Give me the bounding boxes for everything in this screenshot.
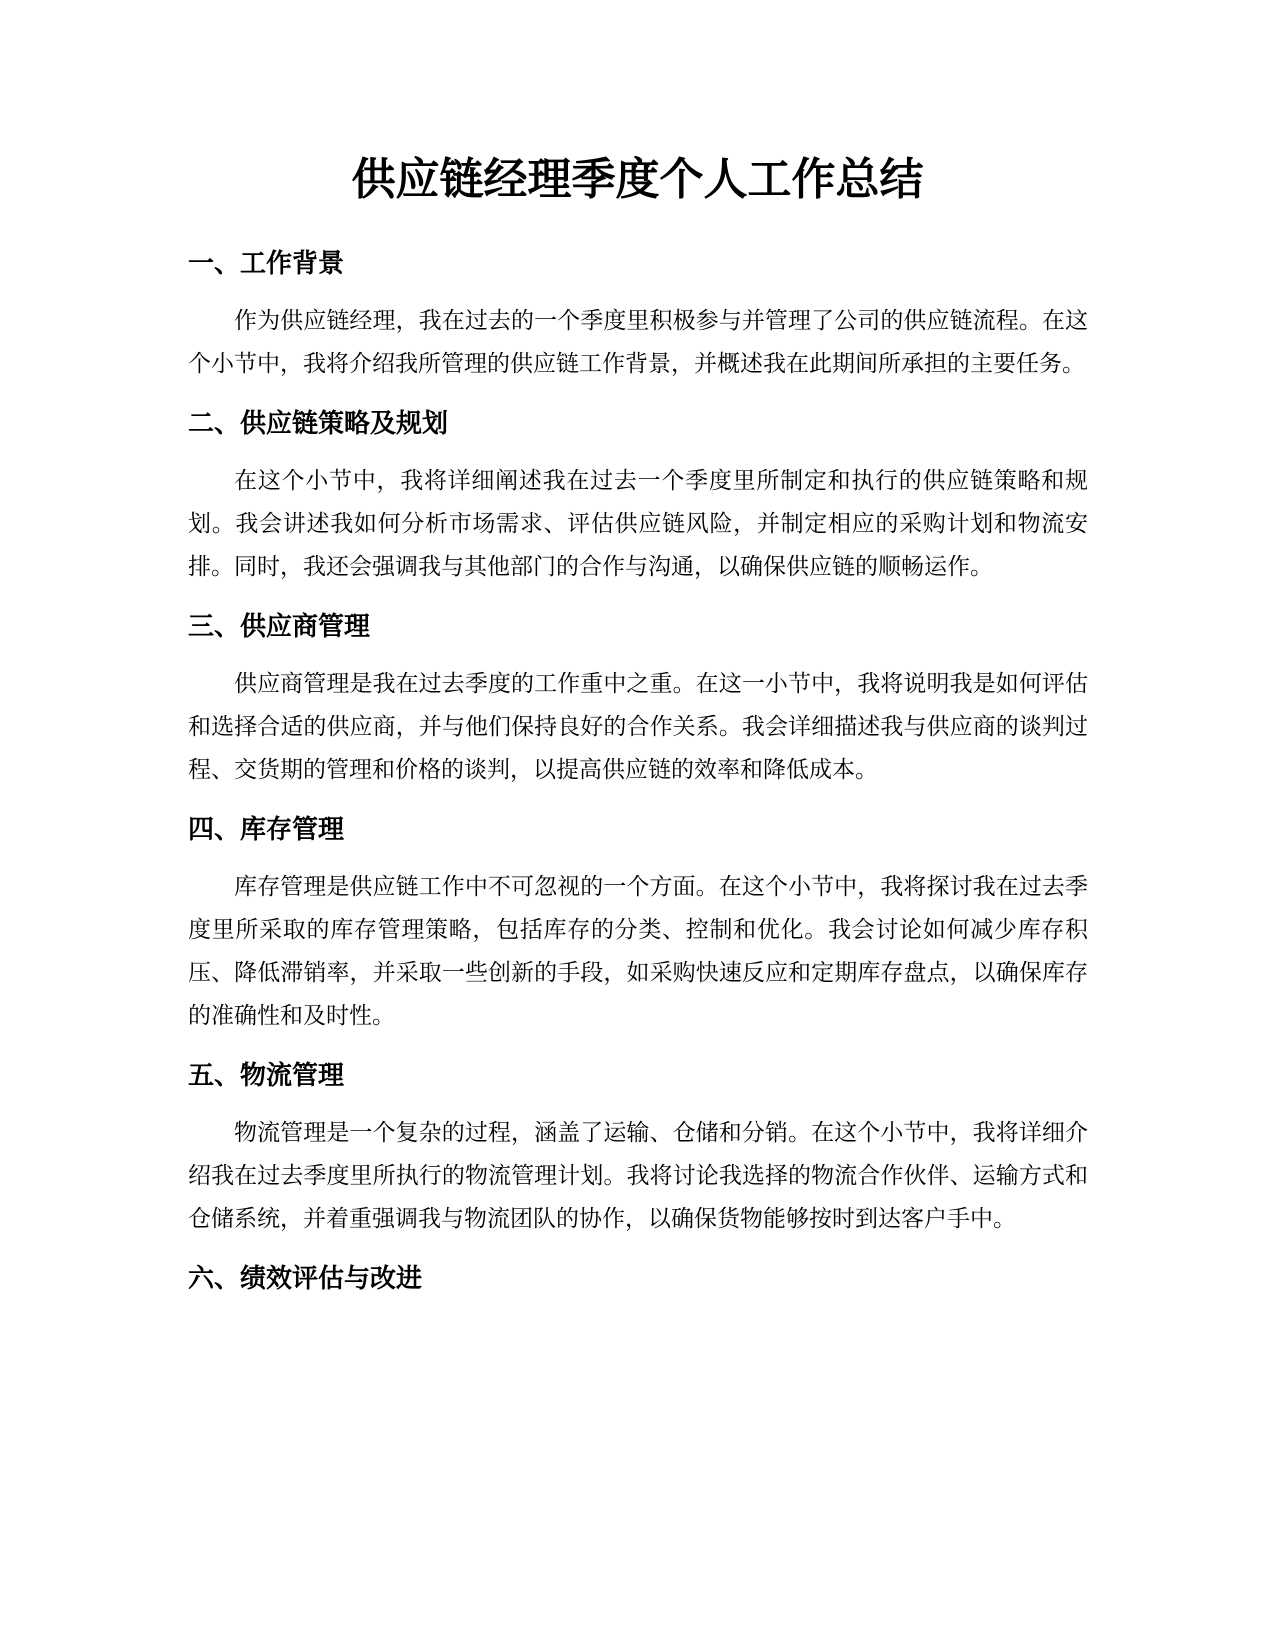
section-heading-1: 一、工作背景 xyxy=(188,249,345,279)
section-heading-2: 二、供应链策略及规划 xyxy=(188,409,449,439)
document-content xyxy=(188,246,1088,1315)
section-body-3: 供应商管理是我在过去季度的工作重中之重。在这一小节中，我将说明我是如何评估和选择合适的供应商，并与他们保持良好的合作关系。我会详细描述我与供应商的谈判过程、交货期的管理和价格的谈判，以提高供应链的效率和降低成本。 xyxy=(188,671,1088,783)
section-heading-5: 五、物流管理 xyxy=(188,1061,345,1091)
document-title: 供应链经理季度个人工作总结 xyxy=(351,154,924,205)
section-heading-3: 三、供应商管理 xyxy=(188,612,371,642)
section-body-2: 在这个小节中，我将详细阐述我在过去一个季度里所制定和执行的供应链策略和规划。我会讲述我如何分析市场需求、评估供应链风险，并制定相应的采购计划和物流安排。同时，我还会强调我与其他部门的合作与沟通，以确保供应链的顺畅运作。 xyxy=(188,468,1088,580)
section-heading-6: 六、绩效评估与改进 xyxy=(188,1264,423,1294)
section-body-1: 作为供应链经理，我在过去的一个季度里积极参与并管理了公司的供应链流程。在这个小节中，我将介绍我所管理的供应链工作背景，并概述我在此期间所承担的主要任务。 xyxy=(188,308,1088,377)
section-body-4: 库存管理是供应链工作中不可忽视的一个方面。在这个小节中，我将探讨我在过去季度里所采取的库存管理策略，包括库存的分类、控制和优化。我会讨论如何减少库存积压、降低滞销率，并采取一些创新的手段，如采购快速反应和定期库存盘点，以确保库存的准确性和及时性。 xyxy=(188,874,1088,1029)
section-body-5: 物流管理是一个复杂的过程，涵盖了运输、仓储和分销。在这个小节中，我将详细介绍我在过去季度里所执行的物流管理计划。我将讨论我选择的物流合作伙伴、运输方式和仓储系统，并着重强调我与物流团队的协作，以确保货物能够按时到达客户手中。 xyxy=(188,1120,1088,1232)
section-heading-4: 四、库存管理 xyxy=(188,815,345,845)
